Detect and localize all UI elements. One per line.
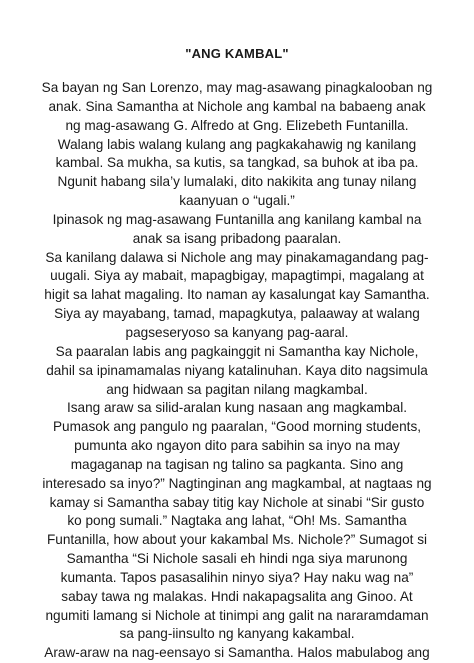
text-line: Samantha “Si Nichole sasali eh hindi nga siya marunong bbox=[66, 551, 408, 567]
text-line: Funtanilla, how about your kakambal Ms. Nichole?” Sumagot si bbox=[46, 532, 428, 548]
text-line: Araw-araw na nag-eensayo si Samantha. Halos mabulabog ang bbox=[44, 645, 430, 661]
text-line: kambal. Sa mukha, sa kutis, sa tangkad, sa buhok at iba pa. bbox=[55, 155, 419, 171]
text-line: Pumasok ang pangulo ng paaralan, “Good morning students, bbox=[52, 419, 422, 435]
text-line: interesado sa inyo?” Nagtinginan ang magkambal, at nagtaas ng bbox=[42, 475, 432, 491]
text-line: kaanyuan o “ugali.” bbox=[179, 193, 295, 209]
text-line: uugali. Siya ay mabait, mapagbigay, mapagtimpi, magalang at bbox=[50, 268, 424, 284]
text-line: sa pang-iinsulto ng kanyang kakambal. bbox=[119, 626, 355, 642]
text-line: Ipinasok ng mag-asawang Funtanilla ang kanilang kambal na bbox=[52, 211, 422, 227]
text-line: sabay tawa ng malakas. Hndi nakapagsalita ang Ginoo. At bbox=[61, 588, 413, 604]
document-title: "ANG KAMBAL" bbox=[185, 46, 289, 61]
text-line: Isang araw sa silid-aralan kung nasaan ang magkambal. bbox=[66, 400, 408, 416]
text-line: kamay si Samantha sabay titig kay Nichole at sinabi “Sir gusto bbox=[49, 494, 425, 510]
text-line: Ngunit habang sila’y lumalaki, dito nakikita ang tunay nilang bbox=[57, 174, 417, 190]
text-line: kumanta. Tapos pasasalihin ninyo siya? Hay naku wag na” bbox=[60, 569, 414, 585]
text-line: pumunta ako ngayon dito para sabihin sa inyo na may bbox=[74, 438, 400, 454]
document-body bbox=[30, 79, 444, 663]
text-line: ko pong sumali.” Nagtaka ang lahat, “Oh! Ms. Samantha bbox=[67, 513, 407, 529]
text-line: higit sa lahat magaling. Ito naman ay kasalungat kay Samantha. bbox=[44, 287, 430, 303]
text-line: Walang labis walang kulang ang pagkakahawig ng kanilang bbox=[57, 136, 417, 152]
text-line: dahil sa ipinamamalas niyang katalinuhan. Kaya dito nagsimula bbox=[46, 362, 428, 378]
text-line: Sa kanilang dalawa si Nichole ang may pinakamagandang pag- bbox=[45, 249, 429, 265]
text-line: ang hidwaan sa pagitan nilang magkambal. bbox=[106, 381, 368, 397]
text-line: magaganap na tagisan ng talino sa pagkanta. Sino ang bbox=[70, 456, 404, 472]
text-line: pagseseryoso sa kanyang pag-aaral. bbox=[125, 324, 349, 340]
text-line: Siya ay mayabang, tamad, mapagkutya, palaaway at walang bbox=[54, 306, 420, 322]
text-line: ngumiti lamang si Nichole at tinimpi ang galit na nararamdaman bbox=[45, 607, 429, 623]
text-line: anak. Sina Samantha at Nichole ang kambal na babaeng anak bbox=[48, 98, 426, 114]
text-line: Sa paaralan labis ang pagkainggit ni Samantha kay Nichole, bbox=[55, 343, 419, 359]
text-line: ng mag-asawang G. Alfredo at Gng. Elizebeth Funtanilla. bbox=[65, 117, 409, 133]
text-line: anak sa isang pribadong paaralan. bbox=[132, 230, 342, 246]
text-line: Sa bayan ng San Lorenzo, may mag-asawang pinagkalooban ng bbox=[41, 80, 433, 95]
